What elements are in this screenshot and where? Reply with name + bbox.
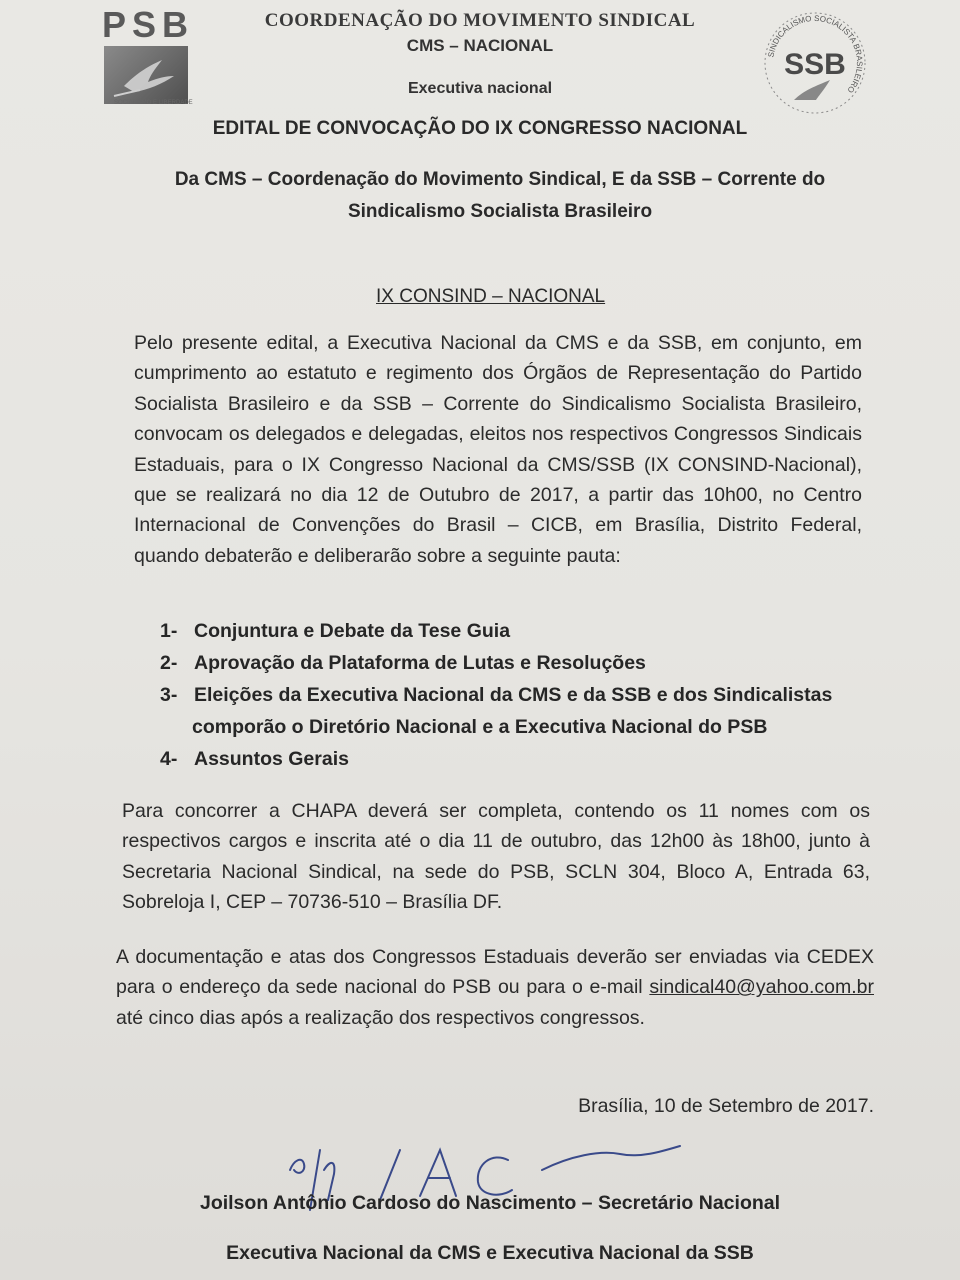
header-executive: Executiva nacional xyxy=(407,80,553,97)
signer-organization: Executiva Nacional da CMS e Executiva Nacional da SSB xyxy=(226,1242,754,1264)
convocation-paragraph: Pelo presente edital, a Executiva Nacional da CMS e da SSB, em conjunto, em cumprimento ao estatuto e regimento dos Órgãos de Representação do Partido Socialista Brasileiro e da SSB – Corrente do Sindicalismo Socialista Brasileiro, convocam os delegados e delegadas, eleitos nos respectivos Congressos Sindicais Estaduais, para o IX Congresso Nacional da CMS/SSB (IX CONSIND-Nacional), que se realizará no dia 12 de Outubro de 2017, a partir das 10h00, no Centro Internacional de Convenções do Brasil – CICB, em Brasília, Distrito Federal, quando debaterão e deliberarão sobre a seguinte pauta: xyxy=(134,332,862,567)
signer-name: Joilson Antônio Cardoso do Nascimento – Secretário Nacional xyxy=(199,1192,781,1214)
agenda-item-number: 2- xyxy=(160,652,178,674)
agenda-item-text: Conjuntura e Debate da Tese Guia xyxy=(194,620,511,642)
header-organization: COORDENAÇÃO DO MOVIMENTO SINDICAL xyxy=(264,10,696,31)
agenda-item-text: Assuntos Gerais xyxy=(194,748,349,770)
agenda-item-number: 4- xyxy=(160,748,178,770)
psb-logo-letters: PSB xyxy=(102,4,195,45)
agenda-item-text: Eleições da Executiva Nacional da CMS e da SSB e dos Sindicalistas xyxy=(194,684,833,706)
documentation-text-before: A documentação e atas dos Congressos Estaduais deverão ser enviadas via CEDEX para o endereço da sede nacional do PSB ou para o e-mail xyxy=(116,946,874,999)
psb-logo-tagline: SOCIALISMO E LIBERDADE xyxy=(114,100,193,106)
header-cms-national: CMS – NACIONAL xyxy=(406,36,554,55)
dove-icon xyxy=(794,80,830,100)
ssb-logo-letters: SSB xyxy=(784,48,846,81)
date-line: Brasília, 10 de Setembro de 2017. xyxy=(578,1095,874,1117)
ssb-logo-ring-text: SINDICALISMO SOCIALISTA BRASILEIRO xyxy=(766,13,865,95)
agenda-item-text: Aprovação da Plataforma de Lutas e Resoluções xyxy=(194,652,646,674)
ssb-logo xyxy=(760,8,870,118)
page-title: EDITAL DE CONVOCAÇÃO DO IX CONGRESSO NACIONAL xyxy=(212,118,748,139)
slate-paragraph: Para concorrer a CHAPA deverá ser completa, contendo os 11 nomes com os respectivos cargos e inscrita até o dia 11 de outubro, das 12h00 às 18h00, junto à Secretaria Nacional Sindical, na sede do PSB, SCLN 304, Bloco A, Entrada 63, Sobreloja I, CEP – 70736-510 – Brasília DF. xyxy=(122,800,870,914)
agenda-item-continuation: comporão o Diretório Nacional e a Executiva Nacional do PSB xyxy=(192,716,768,738)
ssb-logo-seal xyxy=(760,8,870,118)
section-heading: IX CONSIND – NACIONAL xyxy=(376,286,606,307)
page-subtitle xyxy=(140,164,860,228)
agenda-item xyxy=(160,748,349,771)
psb-logo-box xyxy=(104,46,188,104)
subtitle-line-2: Sindicalismo Socialista Brasileiro xyxy=(347,201,653,222)
psb-logo xyxy=(96,4,196,108)
agenda-item xyxy=(160,684,832,707)
email-link[interactable]: sindical40@yahoo.com.br xyxy=(649,976,874,999)
documentation-text-after: até cinco dias após a realização dos respectivos congressos. xyxy=(116,1006,645,1029)
agenda-item xyxy=(160,620,510,643)
agenda-item-number: 3- xyxy=(160,684,178,706)
agenda-item xyxy=(160,652,646,675)
dove-icon xyxy=(104,46,188,104)
subtitle-line-1: Da CMS – Coordenação do Movimento Sindical, E da SSB – Corrente do xyxy=(174,169,826,190)
agenda-item-number: 1- xyxy=(160,620,178,642)
documentation-paragraph xyxy=(116,942,874,1033)
